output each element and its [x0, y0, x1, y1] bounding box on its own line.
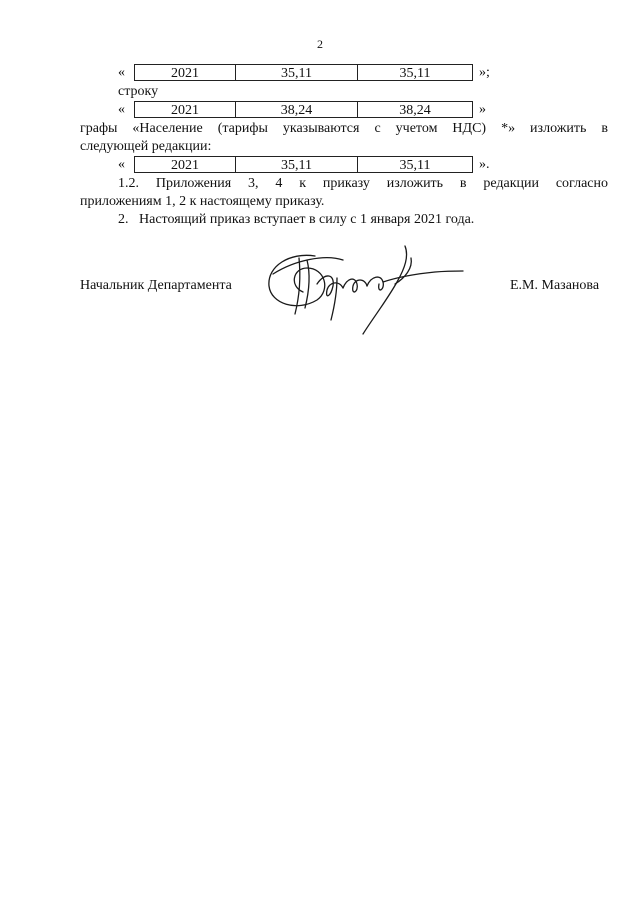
value-table-2 — [134, 101, 473, 118]
value-cell: 35,11 — [235, 65, 357, 80]
close-quote: »; — [479, 65, 490, 80]
signatory-name: Е.М. Мазанова — [510, 278, 600, 293]
handwritten-signature — [255, 238, 470, 343]
value-cell: 35,11 — [357, 65, 472, 80]
value-cell: 35,11 — [235, 157, 357, 172]
item-1-2-line-1: 1.2. Приложения 3, 4 к приказу изложить в редакции согласно — [118, 176, 608, 191]
year-cell: 2021 — [171, 158, 199, 173]
year-cell: 2021 — [171, 103, 199, 118]
close-quote: ». — [479, 157, 490, 172]
stroku-text: строку — [118, 84, 159, 99]
item-1-2-line-2: приложениям 1, 2 к настоящему приказу. — [80, 194, 325, 209]
value-cell: 35,11 — [357, 157, 472, 172]
grafy-line-1: графы «Население (тарифы указываются с учетом НДС) *» изложить в — [80, 121, 608, 136]
grafy-line-2: следующей редакции: — [80, 139, 212, 154]
open-quote: « — [118, 157, 125, 172]
open-quote: « — [118, 102, 125, 117]
value-cell: 38,24 — [235, 102, 357, 117]
year-cell: 2021 — [171, 66, 199, 81]
value-table-3 — [134, 156, 473, 173]
item-2: 2. Настоящий приказ вступает в силу с 1 января 2021 года. — [118, 212, 475, 227]
value-table-1 — [134, 64, 473, 81]
signature-position: Начальник Департамента — [80, 278, 232, 293]
value-cell: 38,24 — [357, 102, 472, 117]
open-quote: « — [118, 65, 125, 80]
close-quote: » — [479, 102, 486, 117]
page-number: 2 — [317, 37, 323, 51]
